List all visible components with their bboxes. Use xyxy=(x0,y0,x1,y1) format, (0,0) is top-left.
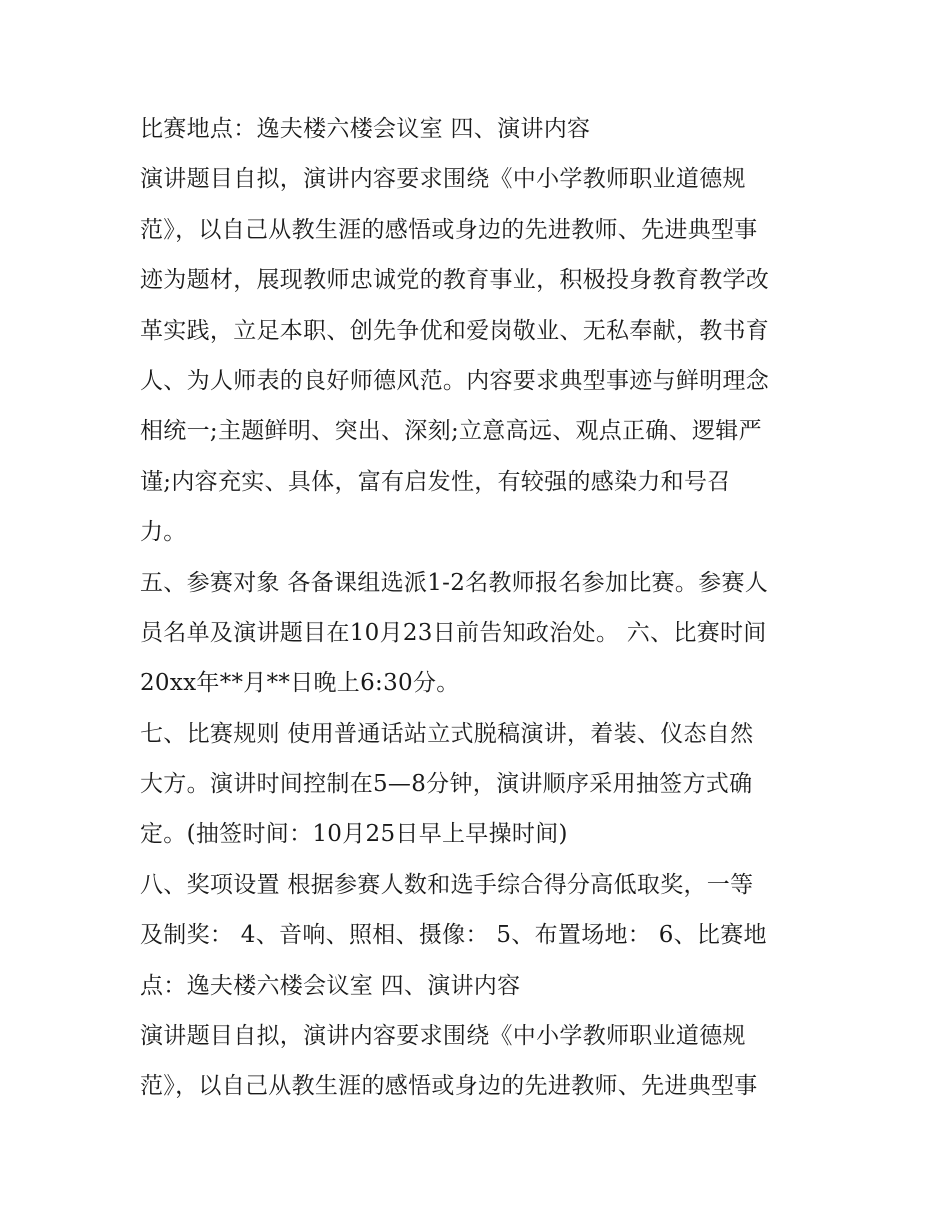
text-line: 谨;内容充实、具体，富有启发性，有较强的感染力和号召 xyxy=(140,468,731,495)
text-line: 及制奖： 4、音响、照相、摄像： 5、布置场地： 6、比赛地 xyxy=(140,922,767,949)
text-line: 大方。演讲时间控制在5—8分钟，演讲顺序采用抽签方式确 xyxy=(140,771,753,798)
text-line: 点：逸夫楼六楼会议室 四、演讲内容 xyxy=(140,972,521,999)
text-line: 人、为人师表的良好师德风范。内容要求典型事迹与鲜明理念 xyxy=(140,367,770,394)
text-line: 范》，以自己从教生涯的感悟或身边的先进教师、先进典型事 xyxy=(140,216,758,243)
text-line: 力。 xyxy=(140,519,187,546)
text-line: 革实践，立足本职、创先争优和爱岗敬业、无私奉献，教书育 xyxy=(140,317,770,344)
text-line: 范》，以自己从教生涯的感悟或身边的先进教师、先进典型事 xyxy=(140,1073,758,1100)
text-line: 相统一;主题鲜明、突出、深刻;立意高远、观点正确、逻辑严 xyxy=(140,418,762,445)
text-line: 员名单及演讲题目在10月23日前告知政治处。 六、比赛时间 xyxy=(140,619,767,646)
text-line: 20xx年**月**日晚上6:30分。 xyxy=(140,670,460,697)
text-line: 演讲题目自拟，演讲内容要求围绕《中小学教师职业道德规 xyxy=(140,1023,746,1050)
text-line: 演讲题目自拟，演讲内容要求围绕《中小学教师职业道德规 xyxy=(140,166,746,193)
text-line: 五、参赛对象 各备课组选派1-2名教师报名参加比赛。参赛人 xyxy=(140,569,769,596)
text-line: 七、比赛规则 使用普通话站立式脱稿演讲，着装、仪态自然 xyxy=(140,720,754,747)
text-line: 比赛地点：逸夫楼六楼会议室 四、演讲内容 xyxy=(140,116,591,142)
text-line: 八、奖项设置 根据参赛人数和选手综合得分高低取奖，一等 xyxy=(140,871,754,898)
document-body xyxy=(140,104,830,1112)
text-line: 迹为题材，展现教师忠诚党的教育事业，积极投身教育教学改 xyxy=(140,267,770,294)
text-line: 定。(抽签时间：10月25日早上早操时间) xyxy=(140,821,568,848)
